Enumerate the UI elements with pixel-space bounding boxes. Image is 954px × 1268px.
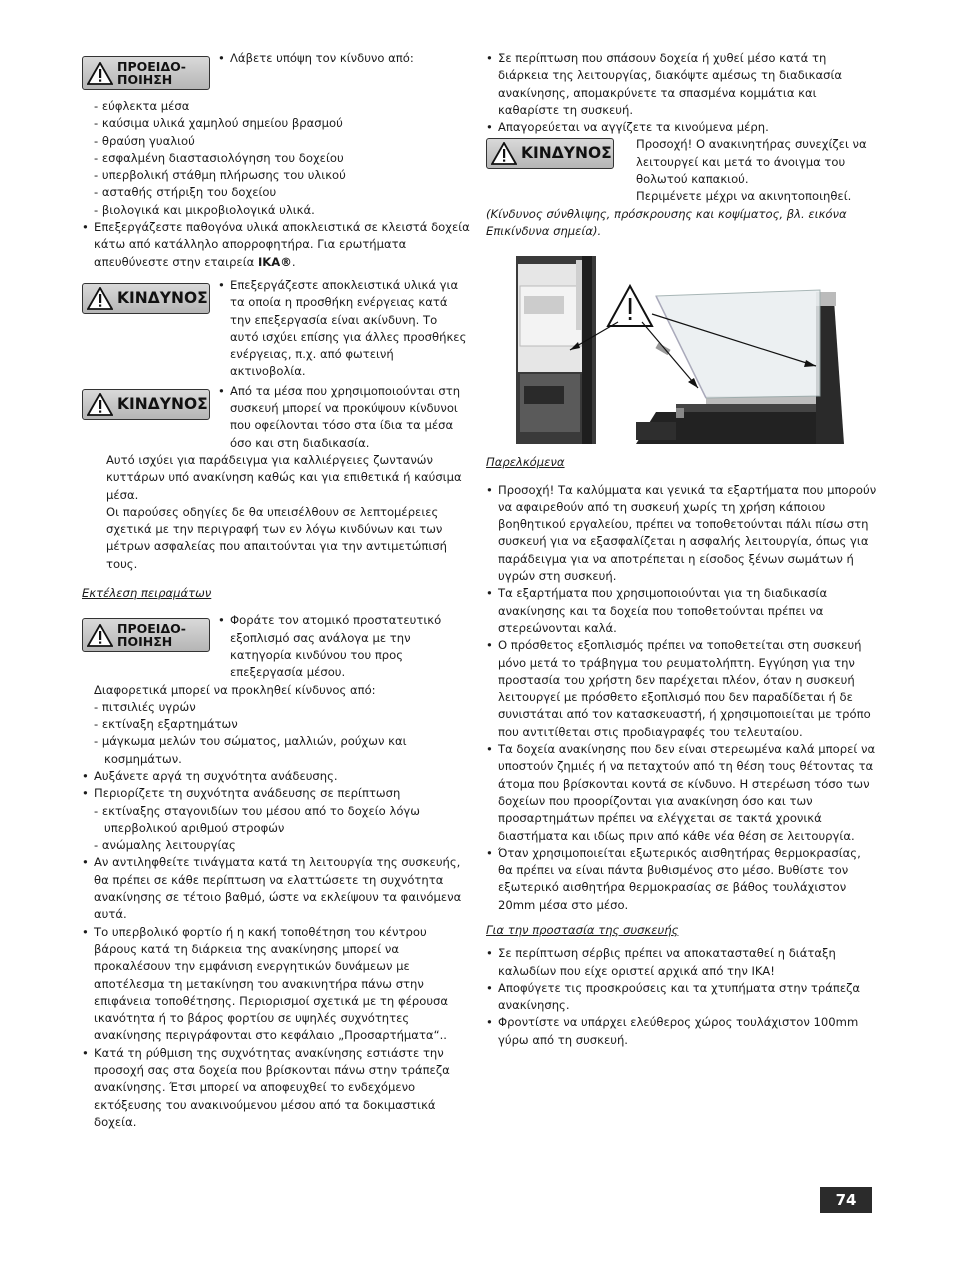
- list-item: - εύφλεκτα μέσα: [94, 98, 472, 115]
- warning-block-2: [82, 612, 472, 681]
- warning-label-line2: ΠΟΙΗΣΗ: [117, 634, 173, 650]
- heading-accessories: Παρελκόμενα: [486, 455, 565, 470]
- list-item: - υπερβολική στάθμη πλήρωσης του υλικού: [94, 167, 472, 184]
- warning-badge: [82, 56, 210, 90]
- heading-protection: Για την προστασία της συσκευής: [486, 922, 679, 937]
- list-item: - βιολογικά και μικροβιολογικά υλικά.: [94, 202, 472, 219]
- page-number: 74: [820, 1187, 872, 1213]
- pathogen-bullet: [82, 219, 472, 271]
- list-item: - καύσιμα υλικά χαμηλού σημείου βρασμού: [94, 115, 472, 132]
- pathogen-end: .: [291, 254, 296, 269]
- list-item: - ανώμαλης λειτουργίας: [94, 837, 472, 854]
- right-top-bullets: [486, 50, 878, 136]
- danger-label: ΚΙΝΔΥΝΟΣ: [117, 394, 208, 413]
- danger-block-2: [82, 383, 472, 452]
- w2-bullet: • Φοράτε τον ατομικό προστατευτικό εξοπλισμό σας ανάλογα με την κατηγορία κινδύνου του προς επεξεργασία μέσου.: [218, 612, 468, 681]
- list-item: • Αν αντιληφθείτε τινάγματα κατά τη λειτουργία της συσκευής, θα πρέπει σε κάθε περίπτωση να ελαττώσετε τη συχνότητα ανακίνησης σε τέτοιο βαθμό, ώστε να εκλείψουν τα φαινόμενα αυτά.: [82, 854, 472, 923]
- list-item: • Αποφύγετε τις προσκρούσεις και τα χτυπήματα στην τράπεζα ανακίνησης.: [486, 980, 878, 1015]
- list-item: • Περιορίζετε τη συχνότητα ανάδευσης σε περίπτωση: [82, 785, 472, 802]
- list-item: • Το υπερβολικό φορτίο ή η κακή τοποθέτηση του κέντρου βάρους κατά τη διάρκεια της ανακίνησης μπορεί να προκαλέσουν την εμφάνιση ενεργητικών δυνάμεων με αποτέλεσμα τη μετακίνηση του ανακινητήρα πάνω στην επιφάνεια τοποθέτησης. Περιορισμοί σχετικά με τη φέρουσα ικανότητα ή το βάρος φορτίου σε υψηλές συχνότητες ανακίνησης περιγράφονται στο κεφάλαιο „Προσαρτήματα“..: [82, 924, 472, 1045]
- ika-brand: IKA®: [257, 254, 292, 269]
- danger-block-3: [486, 136, 878, 205]
- list-item: • Όταν χρησιμοποιείται εξωτερικός αισθητήρας θερμοκρασίας, θα πρέπει να είναι πάντα βυθισμένος στο μέσο. Βυθίστε τον εξωτερικό αισθητήρα θερμοκρασίας σε βάθος τουλάχιστον 20mm μέσα στο μέσο.: [486, 845, 878, 914]
- warning-triangle-icon: [87, 393, 113, 416]
- danger-badge: [82, 283, 210, 314]
- list-item: • Αυξάνετε αργά τη συχνότητα ανάδευσης.: [82, 768, 472, 785]
- warning-label-line1: ΠΡΟΕΙΔΟ-: [117, 621, 186, 637]
- list-item: • Σε περίπτωση που σπάσουν δοχεία ή χυθεί μέσο κατά τη διάρκεια της λειτουργίας, διακόψτε αμέσως τη διαδικασία ανακίνησης, απομακρύνετε τα σπασμένα κομμάτια και καθαρίστε τη συσκευή.: [486, 50, 878, 119]
- list-item: - εσφαλμένη διαστασιολόγηση του δοχείου: [94, 150, 472, 167]
- danger-label: ΚΙΝΔΥΝΟΣ: [521, 144, 612, 163]
- right-column: [486, 50, 878, 1049]
- w1-list: [82, 98, 472, 219]
- protection-list: [486, 945, 878, 1049]
- shaker-illustration: [516, 256, 846, 444]
- list-item: • Προσοχή! Τα καλύμματα και γενικά τα εξαρτήματα που μπορούν να αφαιρεθούν από τη συσκευή χωρίς τη χρήση κάποιου βοηθητικού εργαλείου, πρέπει να τοποθετούνται πάλι πίσω στη συσκευή για να εξασφαλίζεται η ασφαλής λειτουργία, όπως για παράδειγμα για να αποτρέπεται η είσοδος ξένων σωμάτων ή υγρών στη συσκευή.: [486, 482, 878, 586]
- warning-block-1: [82, 50, 472, 90]
- danger-3-text-1: Προσοχή! Ο ανακινητήρας συνεχίζει να λειτουργεί και μετά το άνοιγμα του θολωτού καπακιού.: [636, 137, 867, 187]
- heading-experiments: Εκτέλεση πειραμάτων: [82, 586, 212, 601]
- d2-paragraph-1: Αυτό ισχύει για παράδειγμα για καλλιέργειες ζωντανών κυττάρων υπό ανακίνηση καθώς και για επιθετικά ή καύσιμα μέσα.: [106, 452, 462, 502]
- left-column: [82, 50, 472, 1131]
- reduce-list: [82, 803, 472, 855]
- list-item: - μάγκωμα μελών του σώματος, μαλλιών, ρούχων και κοσμημάτων.: [94, 733, 472, 768]
- danger-label: ΚΙΝΔΥΝΟΣ: [117, 288, 208, 307]
- warning-triangle-icon: [87, 624, 113, 647]
- experiment-bullets-2: [82, 854, 472, 1131]
- danger-3-text-2: Περιμένετε μέχρι να ακινητοποιηθεί.: [636, 189, 852, 204]
- list-item: - εκτίναξη εξαρτημάτων: [94, 716, 472, 733]
- warning-triangle-icon: [87, 287, 113, 310]
- d2-paragraph-2: Οι παρούσες οδηγίες δε θα υπεισέλθουν σε λεπτομέρειες σχετικά με την περιγραφή των εν λόγω κινδύνων και των μέτρων ασφαλείας που απαιτούνται για την αντιμετώπισή τους.: [106, 504, 448, 571]
- list-item: • Τα δοχεία ανακίνησης που δεν είναι στερεωμένα καλά μπορεί να υποστούν ζημιές ή να πεταχτούν από τη θέση τους θέτοντας τα άτομα που βρίσκονται κοντά σε κίνδυνο. Η στερέωση τόσο των δοχείων που προορίζονται για ανακίνηση όσο και των προσαρτημάτων πρέπει να ελέγχεται σε τακτά χρονικά διαστήματα και ιδίως πριν από κάθε νέα θέση σε λειτουργία.: [486, 741, 878, 845]
- list-item: - πιτσιλιές υγρών: [94, 699, 472, 716]
- w2-intro: Διαφορετικά μπορεί να προκληθεί κίνδυνος από:: [94, 682, 376, 697]
- experiment-bullets: [82, 768, 472, 803]
- warning-triangle-icon: [491, 142, 517, 165]
- list-item: - θραύση γυαλιού: [94, 133, 472, 150]
- warning-badge: [82, 618, 210, 652]
- list-item: - εκτίναξης σταγονιδίων του μέσου από το δοχείο λόγω υπερβολικού αριθμού στροφών: [94, 803, 472, 838]
- accessories-list: [486, 482, 878, 914]
- list-item: • Απαγορεύεται να αγγίζετε τα κινούμενα μέρη.: [486, 119, 878, 136]
- list-item: • Κατά τη ρύθμιση της συχνότητας ανακίνησης εστιάστε την προσοχή σας στα δοχεία που βρίσκονται πάνω στην τράπεζα ανακίνησης. Έτσι μπορεί να αποφευχθεί το ενδεχόμενο εκτόξευσης του ανακινούμενου μέσου από τα δοκιμαστικά δοχεία.: [82, 1045, 472, 1131]
- danger-badge: [486, 138, 614, 169]
- hazard-figure: [516, 256, 846, 444]
- list-item: • Φροντίστε να υπάρχει ελεύθερος χώρος τουλάχιστον 100mm γύρω από τη συσκευή.: [486, 1014, 878, 1049]
- list-item: • Τα εξαρτήματα που χρησιμοποιούνται για τη διαδικασία ανακίνησης και τα δοχεία που τοποθετούνται πρέπει να στερεώνονται καλά.: [486, 585, 878, 637]
- danger-badge: [82, 389, 210, 420]
- list-item: - ασταθής στήριξη του δοχείου: [94, 184, 472, 201]
- warning-triangle-icon: [87, 62, 113, 85]
- list-item: • Ο πρόσθετος εξοπλισμός πρέπει να τοποθετείται στη συσκευή μόνο μετά το τράβηγμα του ρευματολήπτη. Εγγύηση για την προστασία του χρήστη δεν παρέχεται πλέον, όταν η συσκευή λειτουργεί με πρόσθετο εξοπλισμό που δεν παραδίδεται ή δε συνιστάται από τον κατασκευαστή, ή χρησιμοποιείται με τρόπο που αντιτίθεται στις προδιαγραφές του τελευταίου.: [486, 637, 878, 741]
- danger-block-1: [82, 277, 472, 381]
- danger-3-text: [636, 136, 872, 205]
- d2-bullet: • Από τα μέσα που χρησιμοποιούνται στη συσκευή μπορεί να προκύψουν κίνδυνοι που οφείλονται τόσο στα ίδια τα μέσα όσο και στη διαδικασία.: [218, 383, 468, 452]
- list-item: • Σε περίπτωση σέρβις πρέπει να αποκατασταθεί η διάταξη καλωδίων που είχε οριστεί αρχικά από την IKA!: [486, 945, 878, 980]
- danger-3-note: (Κίνδυνος σύνθλιψης, πρόσκρουσης και κοψίματος, βλ. εικόνα Επικίνδυνα σημεία).: [486, 206, 847, 238]
- warning-label-line2: ΠΟΙΗΣΗ: [117, 72, 173, 87]
- w1-bullet: • Λάβετε υπόψη τον κίνδυνο από:: [218, 50, 468, 67]
- d1-bullet: • Επεξεργάζεστε αποκλειστικά υλικά για τα οποία η προσθήκη ενέργειας κατά την επεξεργασία είναι ακίνδυνη. Το αυτό ισχύει επίσης για άλλες προσθήκες ενέργειας, π.χ. από φωτεινή ακτινοβολία.: [218, 277, 468, 381]
- w2-list: [82, 699, 472, 768]
- warning-label-line1: ΠΡΟΕΙΔΟ-: [117, 59, 186, 74]
- pathogen-text: Επεξεργάζεστε παθογόνα υλικά αποκλειστικά σε κλειστά δοχεία κάτω από κατάλληλο απορροφητήρα. Για ερωτήματα απευθύνεστε στην εταιρεία: [94, 220, 470, 269]
